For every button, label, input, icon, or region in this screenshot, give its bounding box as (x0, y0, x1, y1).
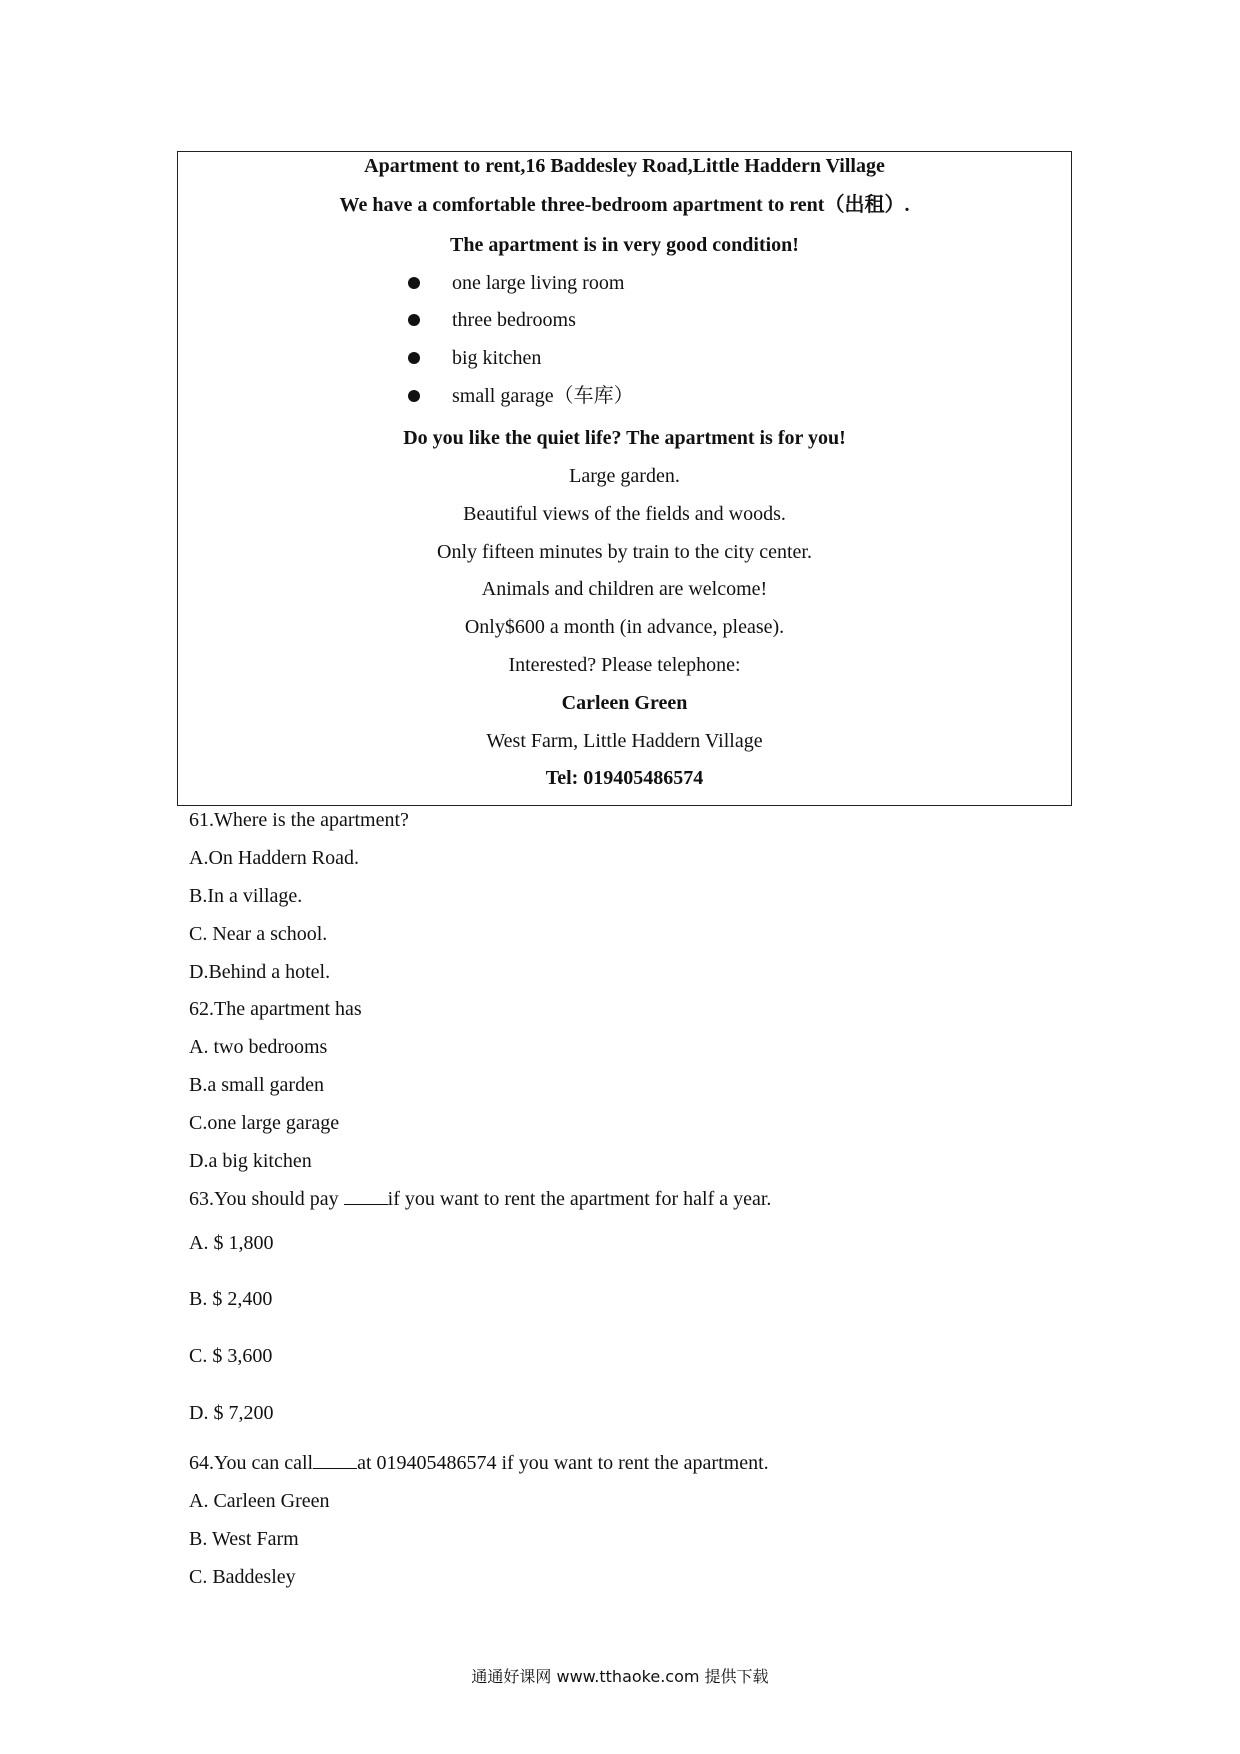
ad-quiet-life: Do you like the quiet life? The apartment is for you! (403, 427, 846, 449)
ad-detail: Only$600 a month (in advance, please). (464, 616, 785, 638)
question-option: C. Near a school. (189, 923, 328, 945)
apartment-ad-box (177, 151, 1072, 806)
question-option: A. $ 1,800 (189, 1232, 274, 1254)
question-stem: 62.The apartment has (189, 998, 362, 1020)
question-stem (189, 1187, 771, 1211)
ad-title: Apartment to rent,16 Baddesley Road,Little Haddern Village (364, 155, 885, 177)
contact-name: Carleen Green (561, 692, 688, 714)
feature-text: small garage（车库） (452, 385, 634, 407)
question-option: A.On Haddern Road. (189, 847, 359, 869)
bullet-icon (408, 390, 420, 402)
ad-detail: Animals and children are welcome! (481, 578, 768, 600)
question-option: D. $ 7,200 (189, 1402, 274, 1424)
ad-detail: Interested? Please telephone: (508, 654, 741, 676)
question-option: B. $ 2,400 (189, 1288, 273, 1310)
footer-credit: 通通好课网 www.tthaoke.com 提供下载 (471, 1667, 769, 1686)
bullet-icon (408, 314, 420, 326)
answer-blank (313, 1452, 357, 1469)
answer-blank (344, 1188, 388, 1205)
ad-detail: Large garden. (569, 465, 680, 487)
question-option: A. two bedrooms (189, 1036, 328, 1058)
question-stem-before: 63.You should pay (189, 1188, 344, 1210)
feature-text: big kitchen (452, 347, 542, 369)
question-option: D.a big kitchen (189, 1150, 312, 1172)
question-stem-after: if you want to rent the apartment for half a year. (387, 1188, 772, 1210)
question-stem (189, 1451, 769, 1475)
question-stem-before: 64.You can call (189, 1452, 314, 1474)
question-option: D.Behind a hotel. (189, 961, 331, 983)
contact-address: West Farm, Little Haddern Village (486, 730, 763, 752)
ad-detail: Only fifteen minutes by train to the city center. (437, 541, 812, 563)
question-stem-after: at 019405486574 if you want to rent the apartment. (357, 1452, 769, 1474)
bullet-icon (408, 352, 420, 364)
feature-text: one large living room (452, 272, 625, 294)
question-option: A. Carleen Green (189, 1490, 330, 1512)
ad-intro: We have a comfortable three-bedroom apartment to rent（出租）. (339, 194, 910, 216)
question-option: C. Baddesley (189, 1566, 296, 1588)
contact-tel: Tel: 019405486574 (545, 767, 704, 789)
question-option: C.one large garage (189, 1112, 340, 1134)
ad-condition: The apartment is in very good condition! (450, 234, 799, 256)
question-option: B. West Farm (189, 1528, 299, 1550)
question-stem: 61.Where is the apartment? (189, 809, 409, 831)
bullet-icon (408, 277, 420, 289)
question-option: B.a small garden (189, 1074, 324, 1096)
question-option: C. $ 3,600 (189, 1345, 273, 1367)
feature-text: three bedrooms (452, 309, 576, 331)
ad-detail: Beautiful views of the fields and woods. (463, 503, 786, 525)
question-option: B.In a village. (189, 885, 303, 907)
